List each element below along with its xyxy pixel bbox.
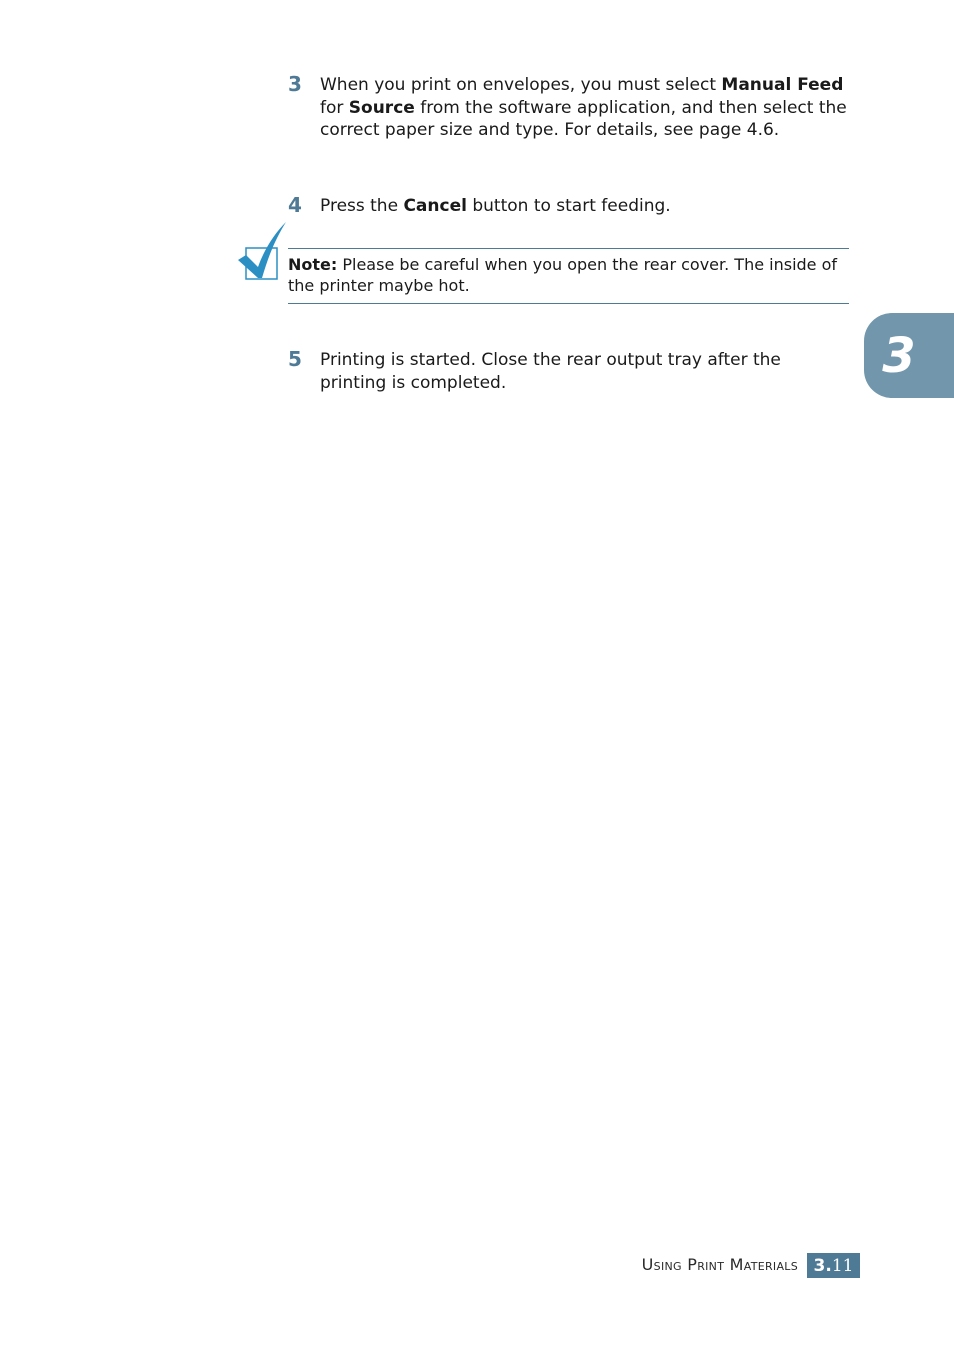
step-number: 5 bbox=[288, 347, 302, 371]
chapter-tab bbox=[864, 313, 954, 398]
chapter-tab-number: 3 bbox=[882, 327, 916, 384]
footer-section-title: Using Print Materials bbox=[641, 1255, 798, 1274]
page-number: 11 bbox=[831, 1255, 854, 1276]
page-number-badge bbox=[807, 1253, 860, 1278]
step-text: Press the Cancel button to start feeding. bbox=[320, 196, 671, 216]
note-box bbox=[288, 248, 849, 304]
step-number: 4 bbox=[288, 193, 302, 217]
step-number: 3 bbox=[288, 72, 302, 96]
page-chapter: 3. bbox=[813, 1255, 832, 1276]
checkmark-note-icon bbox=[236, 220, 288, 282]
note-label: Note: bbox=[288, 255, 338, 274]
step-text: When you print on envelopes, you must select Manual Feed for Source from the software application, and then select the correct paper size and type. For details, see page 4.6. bbox=[320, 75, 847, 140]
step-text: Printing is started. Close the rear output tray after the printing is completed. bbox=[320, 350, 781, 393]
step-5 bbox=[288, 349, 848, 394]
step-4 bbox=[288, 195, 848, 218]
step-3 bbox=[288, 74, 848, 142]
note-text: Please be careful when you open the rear cover. The inside of the printer maybe hot. bbox=[288, 255, 838, 295]
